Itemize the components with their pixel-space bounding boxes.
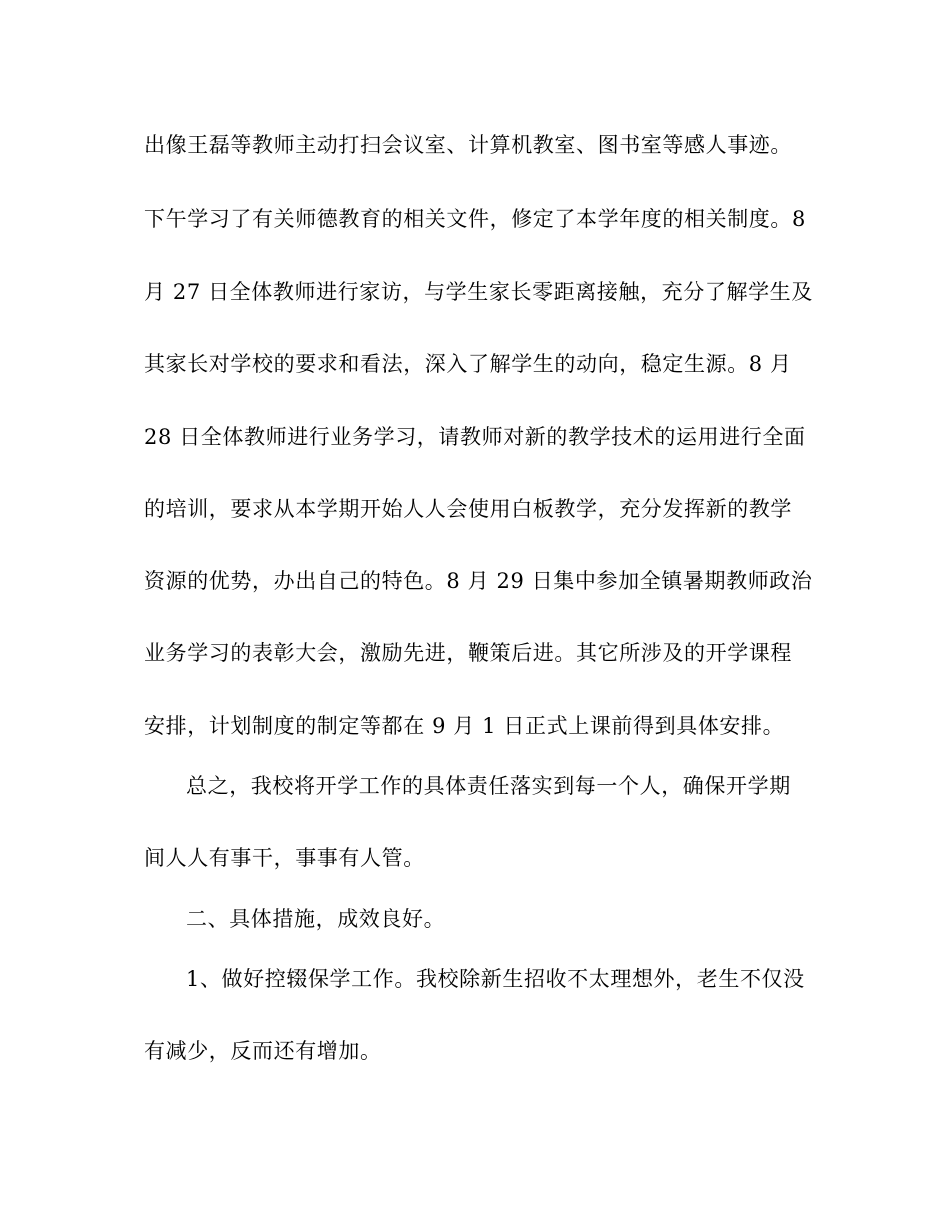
- section-heading: 二、具体措施，成效良好。: [186, 907, 446, 931]
- paragraph-first-line: 1、做好控辍保学工作。我校除新生招收不太理想外，老生不仅没: [186, 967, 805, 991]
- text-line: 28 日全体教师进行业务学习，请教师对新的教学技术的运用进行全面: [144, 425, 806, 449]
- text-line: 业务学习的表彰大会，激励先进，鞭策后进。其它所涉及的开学课程: [144, 641, 792, 665]
- text-line: 资源的优势，办出自己的特色。8 月 29 日集中参加全镇暑期教师政治: [144, 569, 813, 593]
- text-line: 安排，计划制度的制定等都在 9 月 1 日正式上课前得到具体安排。: [144, 714, 785, 738]
- paragraph-first-line: 总之，我校将开学工作的具体责任落实到每一个人，确保开学期: [186, 774, 791, 798]
- text-line: 其家长对学校的要求和看法，深入了解学生的动向，稳定生源。8 月: [144, 352, 792, 376]
- text-line: 月 27 日全体教师进行家访，与学生家长零距离接触，充分了解学生及: [144, 280, 813, 304]
- text-line: 有减少，反而还有增加。: [144, 1039, 382, 1063]
- text-line: 下午学习了有关师德教育的相关文件，修定了本学年度的相关制度。8: [144, 207, 806, 231]
- text-line: 的培训，要求从本学期开始人人会使用白板教学，充分发挥新的教学: [144, 497, 792, 521]
- text-line: 间人人有事干，事事有人管。: [144, 846, 425, 870]
- text-line: 出像王磊等教师主动打扫会议室、计算机教室、图书室等感人事迹。: [144, 133, 792, 157]
